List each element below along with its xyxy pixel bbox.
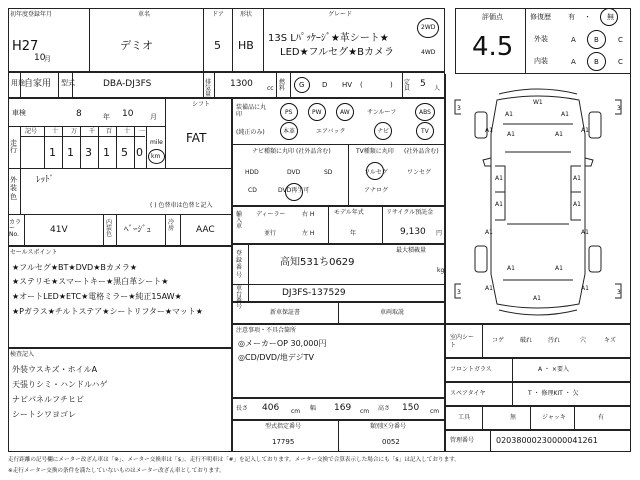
interior-color-value: ﾍﾞｰｼﾞｭ: [124, 225, 152, 235]
equip-aw: AW: [340, 109, 350, 116]
equip-pw: PW: [312, 109, 322, 116]
doors-value: 5: [214, 39, 221, 52]
navi-cd: CD: [248, 187, 257, 194]
mileage-unit-0: 記号: [25, 128, 38, 135]
navi-dvd: DVD: [287, 169, 301, 176]
warranty-label: 新車保証書: [270, 309, 301, 316]
ac-label: 冷房: [168, 219, 175, 232]
color-value: ﾚｯﾄﾞ: [36, 175, 55, 185]
tools-value: 無: [510, 414, 517, 421]
repair-opt-dot: ・: [584, 13, 591, 21]
mark-tire-fr: 3: [617, 105, 621, 112]
type-label: 型式指定番号: [265, 423, 302, 430]
mark-a1-quarter-l: A1: [485, 285, 493, 292]
tv-analog: アナログ: [364, 187, 389, 194]
dealer-label: ディーラー: [256, 211, 286, 218]
navi-hdd: HDD: [245, 169, 259, 176]
seat-label: 室内シート: [450, 334, 475, 349]
fuel-hv: HV: [342, 81, 353, 89]
windshield-value: A ・ ×要入: [538, 366, 569, 373]
manual-label: 車両取説: [380, 309, 405, 316]
car-name: デミオ: [120, 39, 153, 52]
equipment-label: 装備品に丸印: [236, 104, 267, 119]
displacement-value: 1300: [230, 79, 253, 89]
footer-line2: ※走行メーター交換の条件を満たしていないものはメーター改ざん車としております。: [8, 468, 225, 474]
mileage-digit-1: 1: [49, 146, 56, 159]
model-year-unit: 年: [350, 230, 357, 237]
owner-notes-label: 注意事項・不具合箇所: [236, 327, 297, 334]
equip-airbag: エアバック: [316, 128, 346, 135]
mileage-unit-3: 千: [89, 128, 96, 135]
max-load-unit: kg: [437, 267, 445, 274]
model-value: DBA-DJ3FS: [103, 79, 152, 89]
capacity-unit: 人: [434, 85, 441, 92]
navi-sd: SD: [324, 169, 333, 176]
seat-dirt: 汚れ: [548, 337, 561, 344]
mileage-unit-4: 百: [106, 128, 113, 135]
mgmt-label: 管理番号: [450, 437, 475, 444]
fuel-paren-close: ): [390, 81, 393, 89]
chassis-value: DJ3FS-137529: [282, 288, 346, 298]
grade-line1: 13S Lﾊﾟｯｹｰｼﾞ★革シート★: [268, 33, 389, 44]
seller-point-1: ★フルセグ★BT★DVD★Bカメラ★: [12, 263, 138, 272]
inspector-note-4: シートシワヨゴレ: [12, 410, 76, 419]
length-value: 406: [262, 403, 280, 413]
length-unit: cm: [291, 408, 301, 415]
spare-label: スペアタイヤ: [450, 390, 486, 397]
repair-circle: [600, 8, 618, 26]
import-label: 輸入車: [236, 211, 243, 230]
use-value: 自家用: [24, 79, 52, 89]
interior-a: A: [571, 58, 576, 66]
inspector-note-3: ナビパネルフチヒビ: [12, 395, 84, 404]
parallel-label: 並行: [264, 230, 277, 237]
color-code-value: 41V: [50, 225, 68, 235]
drive-2wd: 2WD: [421, 24, 436, 31]
grade-line2: LED★フルセグ★Bカメラ: [280, 47, 394, 58]
equip-navi: ナビ: [377, 128, 390, 135]
cc-unit: cc: [267, 85, 274, 92]
shift-label: シフト: [192, 101, 211, 108]
model-year-label: モデル年式: [334, 209, 364, 216]
equip-ps: PS: [285, 109, 293, 116]
mileage-digit-6: 0: [136, 146, 143, 159]
mileage-digit-5: 5: [121, 146, 128, 159]
mark-a1-door-rr: A1: [573, 201, 581, 208]
tv-oneseg: ワンセグ: [407, 169, 432, 176]
seller-point-2: ★ステリモ★スマートキー★黒白革シート★: [12, 277, 169, 286]
mark-tire-fl: 3: [457, 105, 461, 112]
mark-a1-hood-r: A1: [561, 111, 569, 118]
mark-a1-rear-r: A1: [555, 265, 563, 272]
first-reg-era: H27: [12, 39, 39, 54]
use-label: 用途: [11, 79, 25, 87]
model-label: 型式: [61, 79, 75, 87]
interior-label: 内装: [534, 57, 548, 65]
mark-a1-hood-l: A1: [505, 111, 513, 118]
interior-b: B: [594, 58, 599, 66]
first-reg-month: 10: [34, 53, 46, 63]
seller-point-3: ★オートLED★ETC★電格ミラー★純正15AW★: [12, 292, 182, 301]
mark-tire-rl: 3: [457, 289, 461, 296]
footer-line1: 走行距離の記号欄にメーター改ざん車は「※」、メーター交換車は「$」、走行不明車は「#」を記入しております。メーター交換で合算表示した場合にも「$」は記入しております。: [8, 457, 460, 463]
tv-label: TV種類に丸印: [356, 148, 394, 155]
car-name-label: 車名: [138, 11, 151, 18]
inspection-year-unit: 年: [103, 113, 110, 121]
mgmt-value: 02038000230000041261: [496, 436, 598, 445]
color-code-label: カラー No.: [9, 219, 22, 238]
mark-a1-tail: A1: [533, 295, 541, 302]
mileage-label: 走行: [10, 139, 17, 154]
exterior-a: A: [571, 36, 576, 44]
inspection-label: 車検: [12, 109, 26, 117]
exterior-b: B: [594, 36, 599, 44]
recycle-label: リサイクル預託金: [386, 209, 434, 216]
spare-value: T ・ 修理KIT ・ 欠: [528, 390, 579, 397]
mileage-unit-6: 一: [139, 128, 146, 135]
exterior-circle: [587, 30, 606, 49]
exterior-c: C: [618, 36, 623, 44]
mileage-unit-mile: mile: [150, 139, 163, 146]
doors-label: ドア: [212, 11, 224, 18]
mileage-digit-4: 1: [103, 146, 110, 159]
shift-value: FAT: [186, 131, 207, 145]
inspector-label: 検査記入: [10, 351, 35, 358]
plate-value: 高知531ち0629: [280, 257, 355, 268]
first-reg-month-unit: 月: [44, 55, 51, 63]
mark-a1-fender-l: A1: [485, 127, 493, 134]
mileage-unit-1: 十: [52, 128, 59, 135]
mark-a1-fender-r: A1: [581, 127, 589, 134]
interior-circle: [587, 52, 606, 71]
seat-hole: 穴: [580, 337, 587, 344]
equip-tv: TV: [421, 128, 429, 135]
inspection-month-unit: 月: [150, 113, 157, 121]
score-label: 評価点: [482, 13, 503, 21]
equipment-sub: (純正のみ): [236, 129, 265, 136]
equip-abs: ABS: [419, 109, 431, 116]
tv-sub: (社外品含む): [404, 148, 439, 155]
body-value: HB: [238, 39, 254, 52]
navi-sub: (社外品含む): [296, 148, 331, 155]
km-circle: [148, 149, 165, 164]
color-label: 外装色: [10, 176, 17, 201]
jack-value: 有: [598, 414, 605, 421]
capacity-value: 5: [420, 79, 426, 89]
recycle-value: 9,130: [400, 227, 426, 237]
mark-a1-door-fl: A1: [495, 175, 503, 182]
fuel-d: D: [322, 81, 328, 89]
navi-label: ナビ種類に丸印: [252, 148, 295, 155]
first-reg-label: 初年度登録年月: [10, 11, 53, 18]
navi-dvd-play: DVD再生可: [278, 187, 310, 194]
grade-label: グレード: [328, 11, 353, 18]
seat-scratch: キズ: [604, 337, 616, 344]
width-label: 幅: [310, 405, 317, 412]
width-unit: cm: [360, 408, 370, 415]
equip-sunroof: サンルーフ: [367, 109, 397, 116]
mark-tire-rr: 3: [617, 289, 621, 296]
recycle-unit: 円: [436, 230, 443, 237]
seller-points-label: セールスポイント: [10, 249, 58, 256]
class-value: 0052: [382, 438, 400, 446]
inspector-note-1: 外装ウスキズ・ホイルA: [12, 365, 98, 374]
repair-opt-no: 無: [607, 13, 614, 21]
inspection-month: 10: [122, 109, 134, 119]
tools-label: 工具: [458, 414, 471, 421]
mark-a1-door-fr: A1: [573, 175, 581, 182]
mileage-unit-km: km: [151, 153, 161, 160]
fuel-paren-open: (: [360, 81, 363, 89]
mark-a1-door-rl: A1: [495, 201, 503, 208]
score-value: 4.5: [472, 32, 514, 62]
body-label: 形状: [240, 11, 253, 18]
mark-a1-quarter-r: A1: [581, 285, 589, 292]
ac-value: AAC: [196, 225, 215, 235]
left-main-box: [8, 98, 232, 246]
drive-4wd: 4WD: [421, 49, 436, 56]
fuel-label: 燃料: [279, 79, 286, 92]
windshield-label: フロントガラス: [450, 366, 492, 373]
capacity-label: 定員: [404, 79, 411, 92]
width-value: 169: [334, 403, 352, 413]
color-note: ( ) 色替車は色替と記入: [150, 202, 213, 209]
height-label: 高さ: [378, 405, 391, 412]
mark-a1-sill-r: A1: [581, 229, 589, 236]
mileage-unit-5: 十: [124, 128, 131, 135]
mark-a1-front-l: A1: [507, 131, 515, 138]
mileage-digit-2: 1: [67, 146, 74, 159]
exterior-label: 外装: [534, 35, 548, 43]
plate-label: 登録番号: [236, 250, 243, 279]
mileage-digit-3: 3: [85, 146, 92, 159]
interior-c: C: [618, 58, 623, 66]
car-diagram: [445, 74, 631, 324]
mark-a1-front-r: A1: [555, 131, 563, 138]
mark-w1: W1: [533, 99, 543, 106]
right-h-label: 右 H: [302, 211, 315, 218]
jack-label: ジャッキ: [542, 414, 566, 421]
owner-note-1: ◎メーカーOP 30,000円: [238, 339, 327, 348]
mileage-unit-2: 万: [71, 128, 78, 135]
mark-a1-rear-l: A1: [507, 265, 515, 272]
repair-label: 修復歴: [530, 13, 551, 21]
displacement-label: 排気量: [205, 79, 212, 98]
chassis-label: 車台番号: [236, 285, 243, 310]
max-load-label: 最大積載量: [396, 247, 427, 254]
type-value: 17795: [272, 438, 295, 446]
equip-leather: 本革: [283, 128, 296, 135]
inspector-note-2: 天張りシミ・ハンドルハゲ: [12, 380, 108, 389]
seat-burn: コゲ: [492, 337, 505, 344]
owner-note-2: ◎CD/DVD/地デジTV: [238, 353, 314, 362]
interior-color-label: 内装色: [106, 219, 113, 238]
fuel-g: G: [299, 81, 305, 89]
height-unit: cm: [430, 408, 440, 415]
class-label: 類別区分番号: [370, 423, 407, 430]
inspection-year: 8: [76, 109, 82, 119]
mark-a1-sill-l: A1: [485, 229, 493, 236]
seat-tear: 破れ: [520, 337, 533, 344]
repair-opt-yes: 有: [568, 13, 575, 21]
seller-point-4: ★Pガラス★チルトステア★シートリフター★マット★: [12, 307, 203, 316]
left-h-label: 左 H: [302, 230, 315, 237]
length-label: 長さ: [236, 405, 249, 412]
height-value: 150: [402, 403, 420, 413]
tv-fullseg: フルセグ: [364, 169, 388, 176]
